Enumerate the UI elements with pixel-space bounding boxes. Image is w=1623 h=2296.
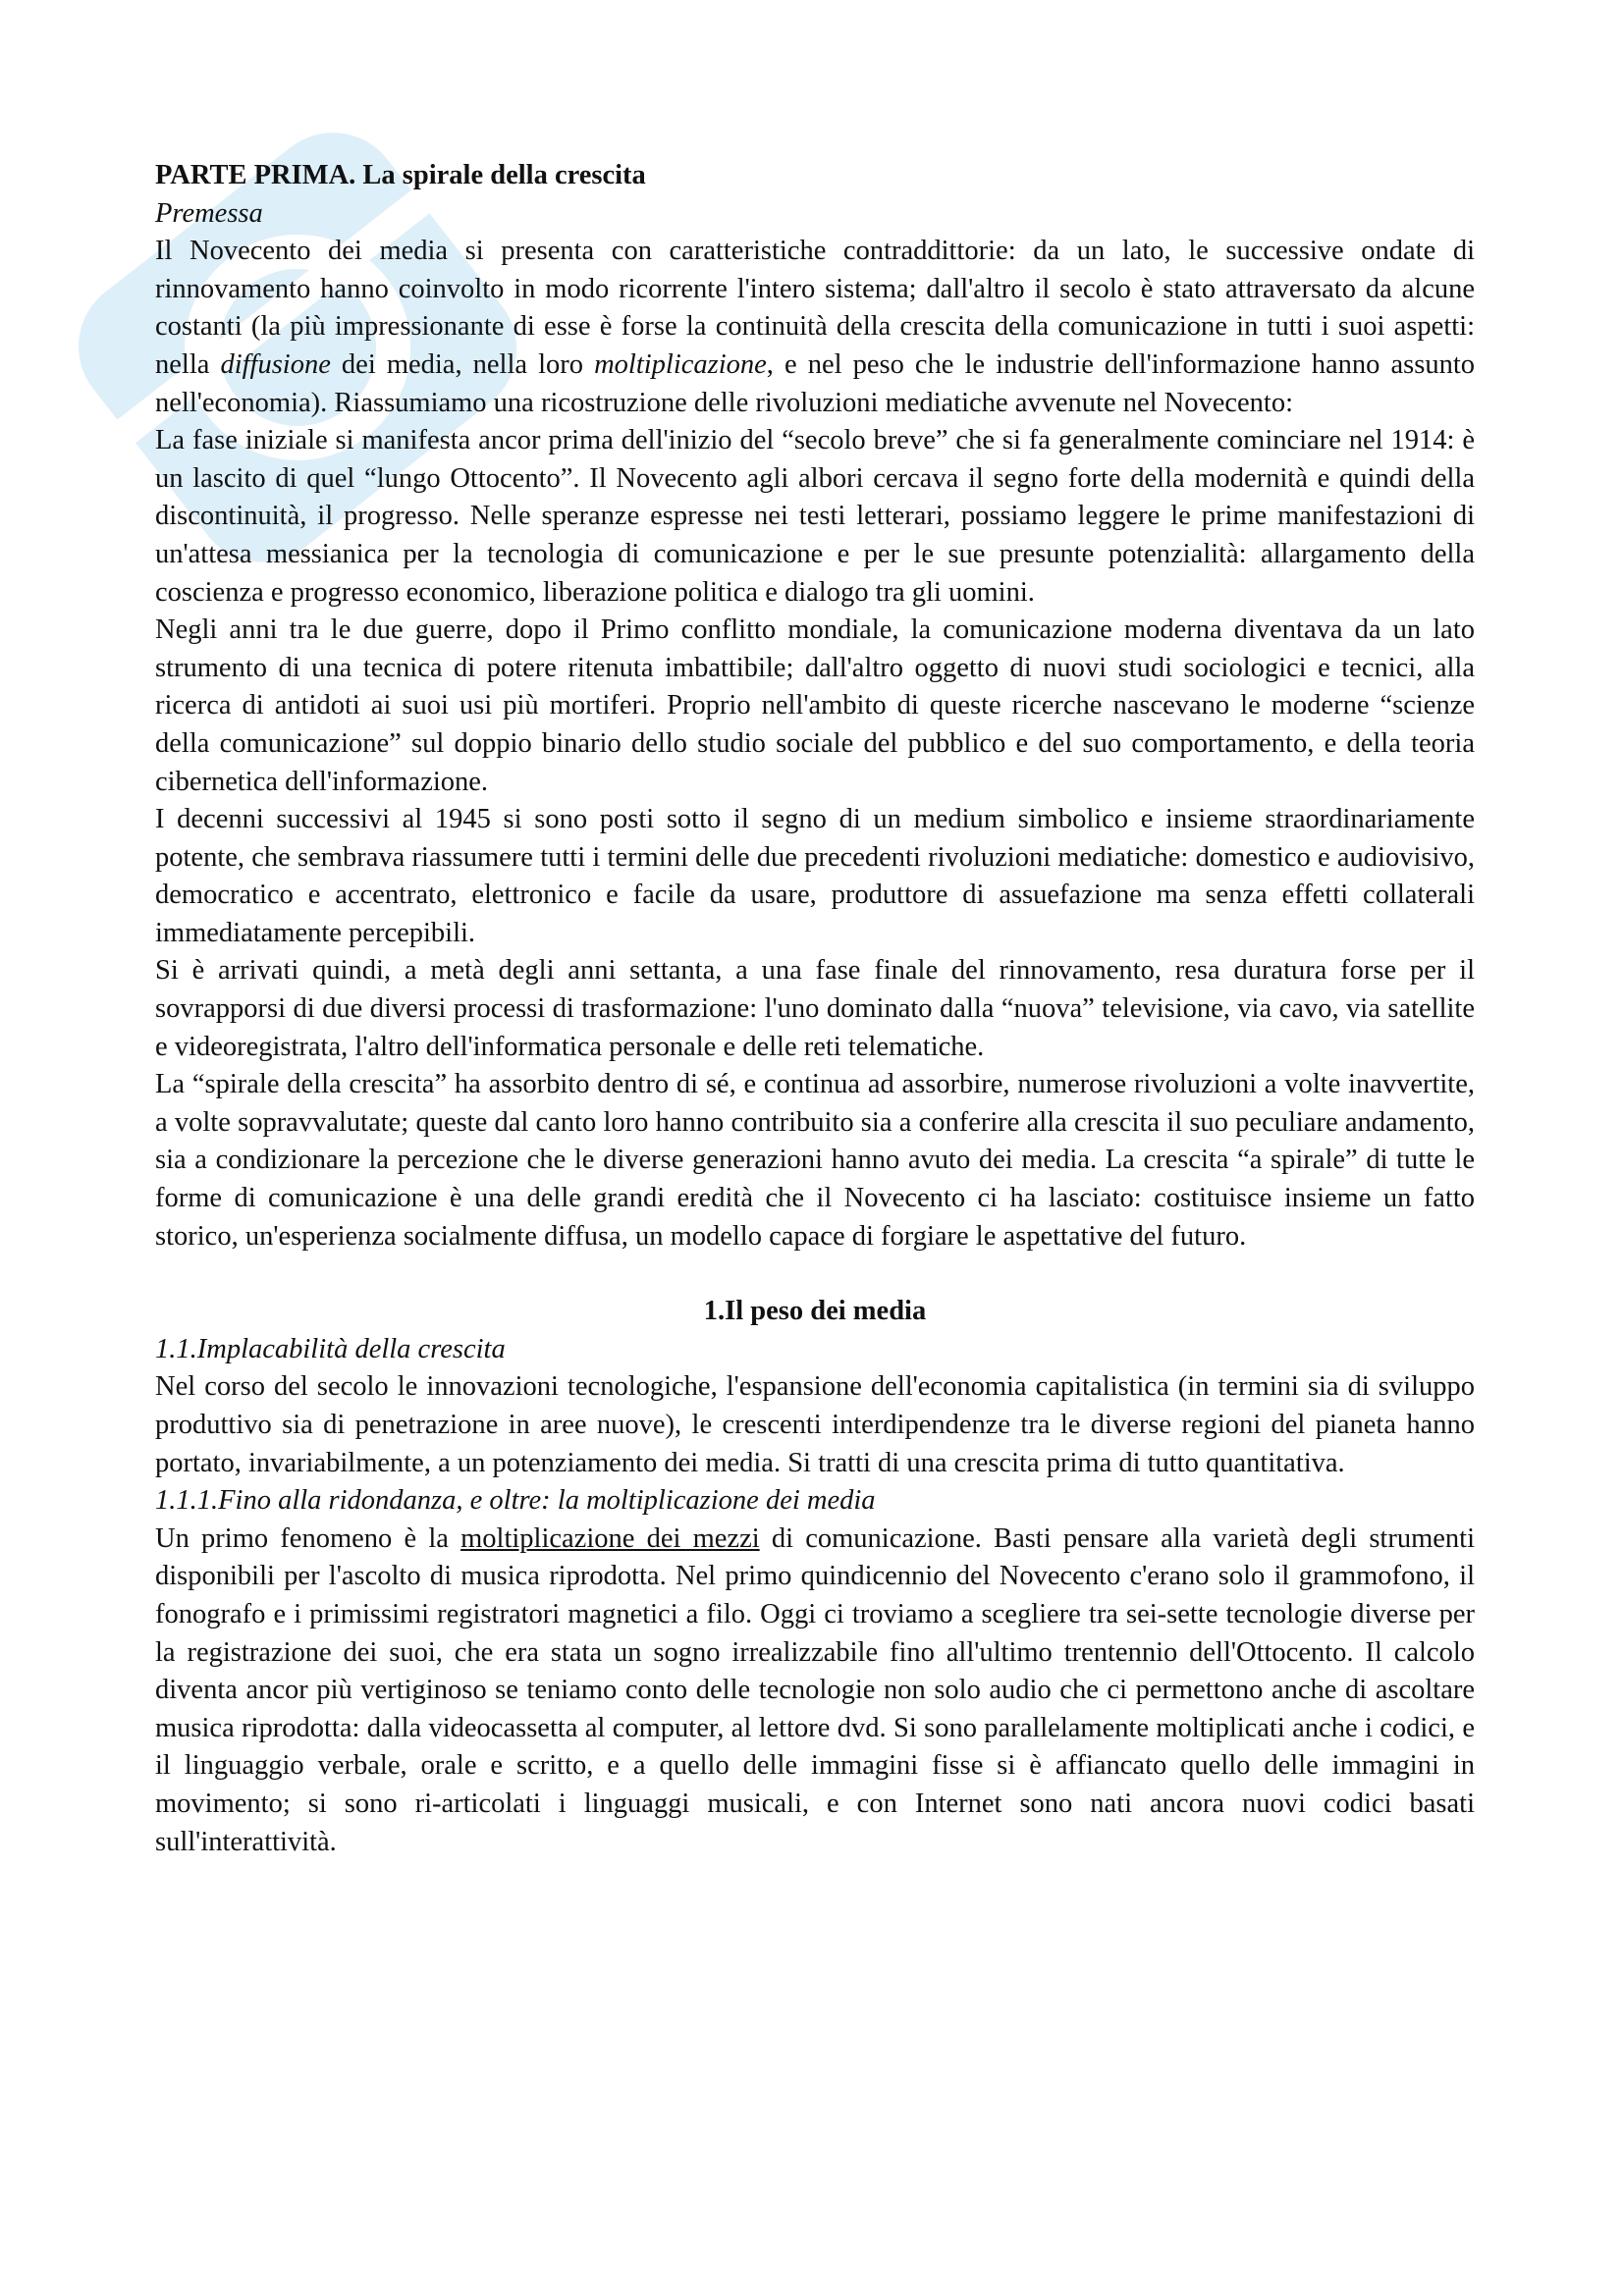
section-1-1-1-text: Un primo fenomeno è la moltiplicazione dei mezzi di comunicazione. Basti pensare alla varietà degli strumenti disponibili per l'ascolto di musica riprodotta. Nel primo quindicennio del Novecento c'erano solo il grammofono, il fonografo e i primissimi registratori magnetici a filo. Oggi ci troviamo a scegliere tra sei-sette tecnologie diverse per la registrazione dei suoi, che era stata un sogno irrealizzabile fino all'ultimo trentennio dell'Ottocento. Il calcolo diventa ancor più vertiginoso se teniamo conto delle tecnologie non solo audio che ci permettono anche di ascoltare musica riprodotta: dalla videocassetta al computer, al lettore dvd. Si sono parallelamente moltiplicati anche i codici, e il linguaggio verbale, orale e scritto, e a quello delle immagini fisse si è affiancato quello delle immagini in movimento; si sono ri-articolati i linguaggi musicali, e con Internet sono nati ancora nuovi codici basati sull'interattività. [155,1522,1475,1857]
emphasis-moltiplicazione: moltiplicazione [594,348,767,380]
section-1-1-text: Nel corso del secolo le innovazioni tecnologiche, l'espansione dell'economia capitalistica (in termini sia di sviluppo produttivo sia di penetrazione in aree nuove), le crescenti interdipendenze tra le diverse regioni del pianeta hanno portato, invariabilmente, a un potenziamento dei media. Si tratti di una crescita prima di tutto quantitativa. [155,1371,1475,1478]
premise-paragraph-5: Si è arrivati quindi, a metà degli anni settanta, a una fase finale del rinnovamento, resa duratura forse per il sovrapporsi di due diversi processi di trasformazione: l'uno dominato dalla “nuova” televisione, via cavo, via satellite e videoregistrata, l'altro dell'informatica personale e delle reti telematiche. [155,955,1475,1062]
premise-paragraph-2: La fase iniziale si manifesta ancor prima dell'inizio del “secolo breve” che si fa generalmente cominciare nel 1914: è un lascito di quel “lungo Ottocento”. Il Novecento agli albori cercava il segno forte della modernità e quindi della discontinuità, il progresso. Nelle speranze espresse nei testi letterari, possiamo leggere le prime manifestazioni di un'attesa messianica per la tecnologia di comunicazione e per le sue presunte potenzialità: allargamento della coscienza e progresso economico, liberazione politica e dialogo tra gli uomini. [155,425,1475,608]
section-1-1-heading: 1.1.Implacabilità della crescita [155,1333,506,1364]
chapter-title: 1.Il peso dei media [703,1296,927,1327]
part-title: PARTE PRIMA. La spirale della crescita [155,160,646,190]
underlined-moltiplicazione-dei-mezzi: moltiplicazione dei mezzi [460,1522,760,1554]
document-page [155,157,1475,1861]
premise-paragraph-1: Il Novecento dei media si presenta con caratteristiche contraddittorie: da un lato, le successive ondate di rinnovamento hanno coinvolto in modo ricorrente l'intero sistema; dall'altro il secolo è stato attraversato da alcune costanti (la più impressionante di esse è forse la continuità della crescita della comunicazione in tutti i suoi aspetti: nella diffusione dei media, nella loro moltiplicazione, e nel peso che le industrie dell'informazione hanno assunto nell'economia). Riassumiamo una ricostruzione delle rivoluzioni mediatiche avvenute nel Novecento: [155,236,1475,418]
premise-paragraph-4: I decenni successivi al 1945 si sono posti sotto il segno di un medium simbolico e insieme straordinariamente potente, che sembrava riassumere tutti i termini delle due precedenti rivoluzioni mediatiche: domestico e audiovisivo, democratico e accentrato, elettronico e facile da usare, produttore di assuefazione ma senza effetti collaterali immediatamente percepibili. [155,804,1475,948]
section-1-1-1-heading: 1.1.1.Fino alla ridondanza, e oltre: la moltiplicazione dei media [155,1485,876,1517]
emphasis-diffusione: diffusione [220,348,331,380]
premise-heading: Premessa [155,197,263,229]
premise-paragraph-3: Negli anni tra le due guerre, dopo il Primo conflitto mondiale, la comunicazione moderna diventava da un lato strumento di una tecnica di potere ritenuta imbattibile; dall'altro oggetto di nuovi studi sociologici e tecnici, alla ricerca di antidoti ai suoi usi più mortiferi. Proprio nell'ambito di queste ricerche nascevano le moderne “scienze della comunicazione” sul doppio binario dello studio sociale del pubblico e del suo comportamento, e della teoria cibernetica dell'informazione. [155,614,1475,797]
premise-paragraph-6: La “spirale della crescita” ha assorbito dentro di sé, e continua ad assorbire, numerose rivoluzioni a volte inavvertite, a volte sopravvalutate; queste dal canto loro hanno contribuito sia a conferire alla crescita il suo peculiare andamento, sia a condizionare la percezione che le diverse generazioni hanno avuto dei media. La crescita “a spirale” di tutte le forme di comunicazione è una delle grandi eredità che il Novecento ci ha lasciato: costituisce insieme un fatto storico, un'esperienza socialmente diffusa, un modello capace di forgiare le aspettative del futuro. [155,1069,1475,1252]
